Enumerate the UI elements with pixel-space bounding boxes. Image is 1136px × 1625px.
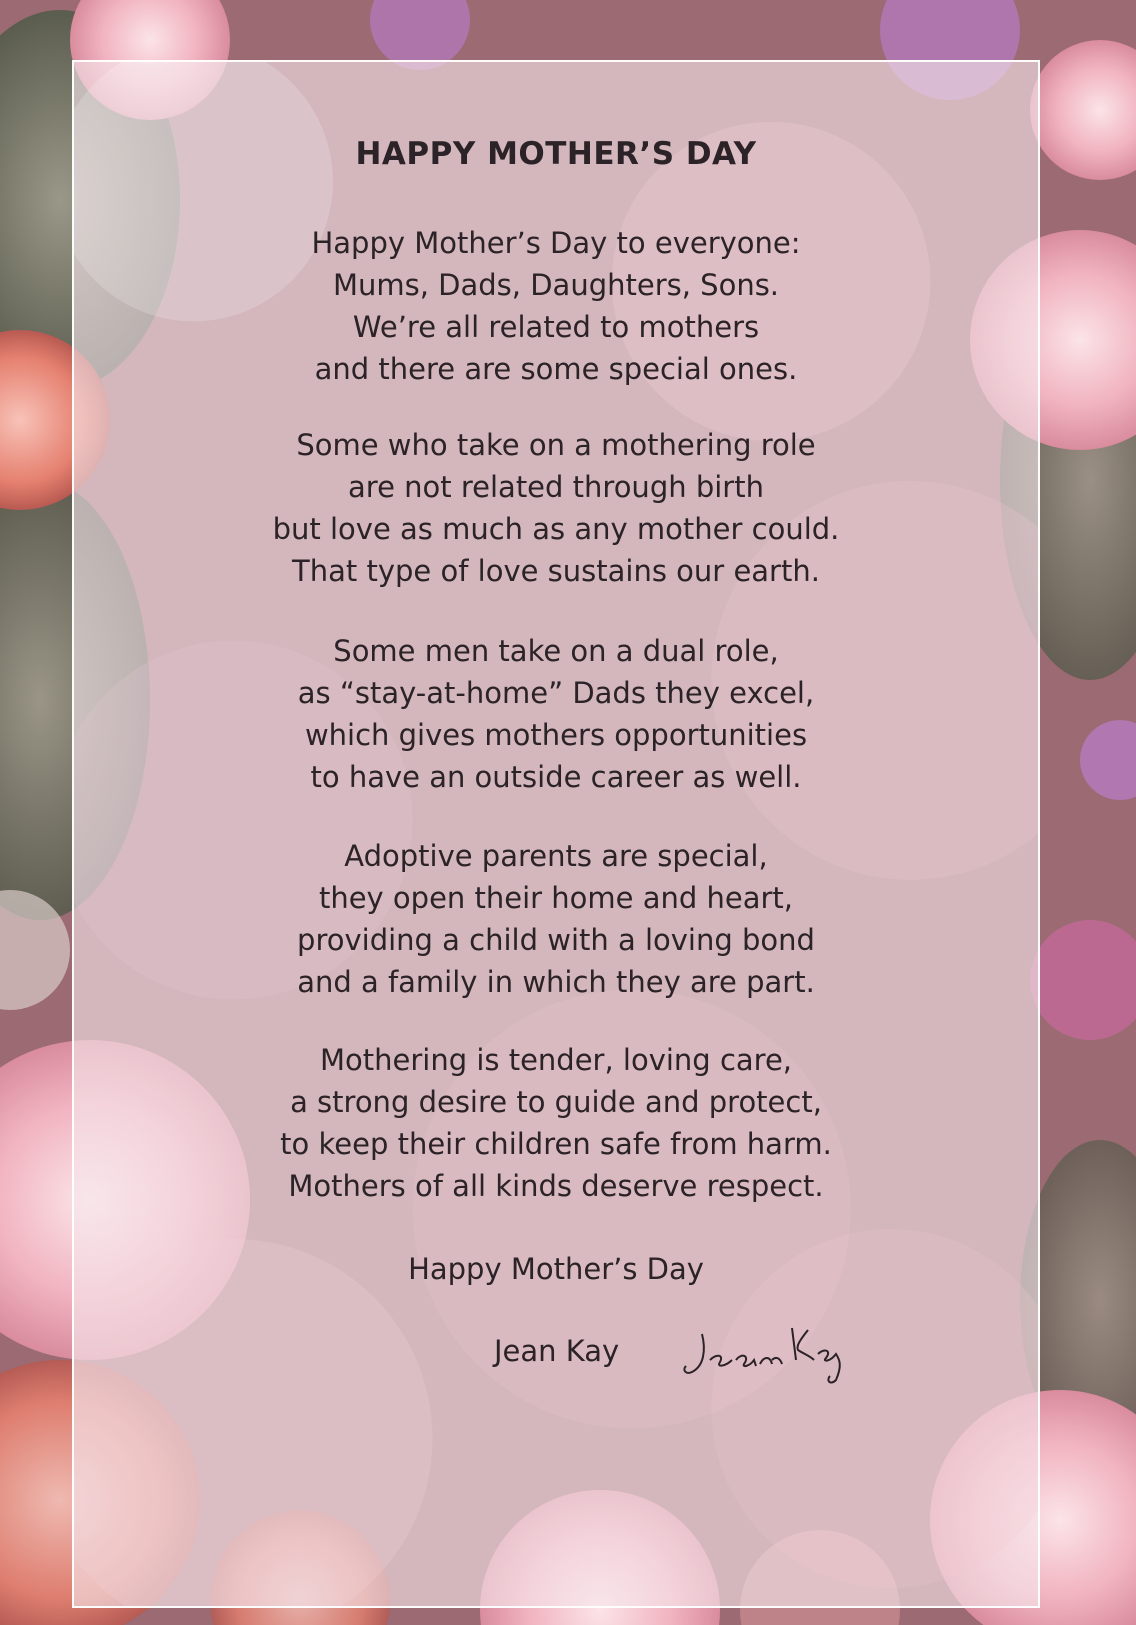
closing-greeting: Happy Mother’s Day xyxy=(408,1252,704,1286)
stanza-line: and a family in which they are part. xyxy=(297,965,815,999)
stanza-line: We’re all related to mothers xyxy=(352,310,760,344)
stanza-line: to have an outside career as well. xyxy=(310,760,802,794)
poem-title: HAPPY MOTHER’S DAY xyxy=(355,136,757,172)
author-name: Jean Kay xyxy=(494,1334,620,1368)
stanza-line: they open their home and heart, xyxy=(318,881,794,915)
stanza-line: to keep their children safe from harm. xyxy=(280,1127,832,1161)
stanza-line: Adoptive parents are special, xyxy=(344,839,768,873)
stanza-line: a strong desire to guide and protect, xyxy=(290,1085,822,1119)
stanza-line: Some men take on a dual role, xyxy=(333,634,779,668)
poem-card xyxy=(72,60,1040,1608)
stanza-line: Mums, Dads, Daughters, Sons. xyxy=(332,268,780,302)
stanza-line: but love as much as any mother could. xyxy=(272,512,840,546)
stanza-4 xyxy=(74,835,1038,1003)
stanza-1 xyxy=(74,222,1038,390)
stanza-5 xyxy=(74,1039,1038,1207)
stanza-line: which gives mothers opportunities xyxy=(304,718,808,752)
stanza-line: Mothers of all kinds deserve respect. xyxy=(288,1169,824,1203)
stanza-line: Mothering is tender, loving care, xyxy=(319,1043,792,1077)
stanza-line: and there are some special ones. xyxy=(314,352,798,386)
stanza-2 xyxy=(74,424,1038,592)
stanza-line: Happy Mother’s Day to everyone: xyxy=(311,226,801,260)
handwritten-signature xyxy=(680,1320,860,1390)
stanza-line: Some who take on a mothering role xyxy=(296,428,816,462)
stanza-line: are not related through birth xyxy=(348,470,764,504)
stanza-3 xyxy=(74,630,1038,798)
stanza-line: as “stay-at-home” Dads they excel, xyxy=(297,676,815,710)
stanza-line: That type of love sustains our earth. xyxy=(292,554,820,588)
stanza-line: providing a child with a loving bond xyxy=(297,923,815,957)
